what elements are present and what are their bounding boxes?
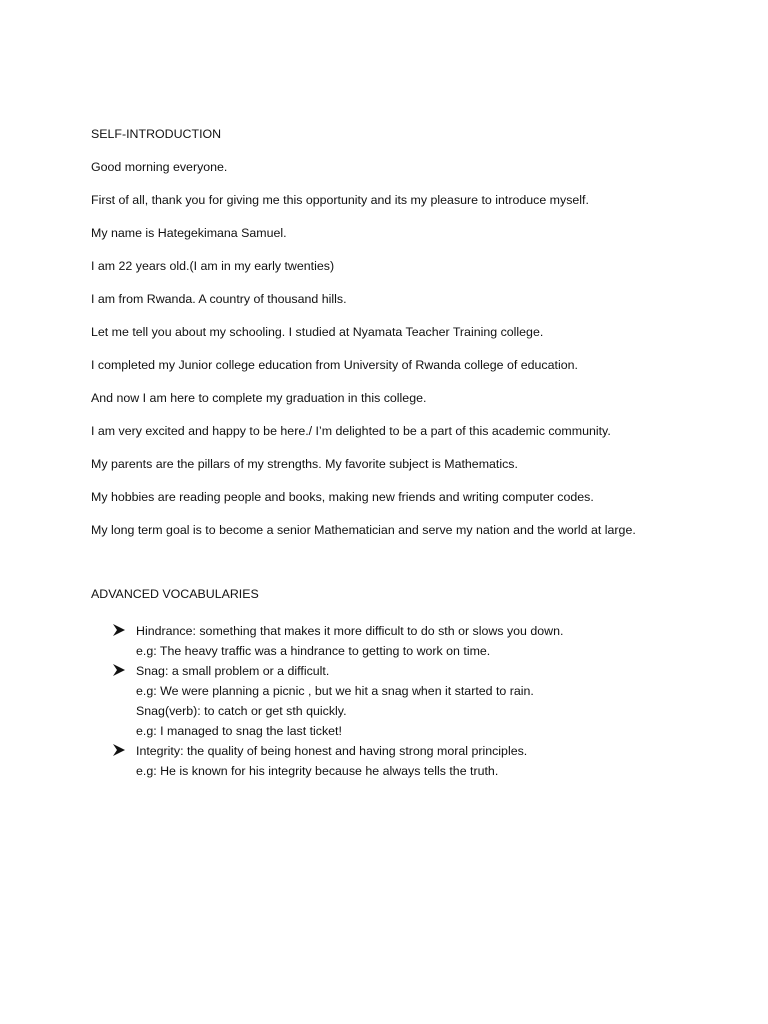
paragraph-age: I am 22 years old.(I am in my early twenties) <box>91 259 335 273</box>
paragraph-parents: My parents are the pillars of my strengths. My favorite subject is Mathematics. <box>91 457 518 471</box>
vocab-term-snag-verb: Snag(verb): to catch or get sth quickly. <box>136 704 347 718</box>
paragraph-origin: I am from Rwanda. A country of thousand hills. <box>91 292 347 306</box>
vocab-example: e.g: The heavy traffic was a hindrance to getting to work on time. <box>136 644 491 658</box>
vocab-term-integrity: Integrity: the quality of being honest and having strong moral principles. <box>136 744 528 758</box>
advanced-vocabularies-section <box>91 586 741 781</box>
self-introduction-section <box>91 126 741 555</box>
paragraph-schooling: Let me tell you about my schooling. I studied at Nyamata Teacher Training college. <box>91 325 544 339</box>
vocab-example: e.g: We were planning a picnic , but we hit a snag when it started to rain. <box>136 684 534 698</box>
paragraph-name: My name is Hategekimana Samuel. <box>91 226 287 240</box>
section-heading-self-introduction: SELF-INTRODUCTION <box>91 127 222 141</box>
list-item <box>91 661 741 741</box>
paragraph-junior-college: I completed my Junior college education from University of Rwanda college of education. <box>91 358 578 372</box>
vocab-term-hindrance: Hindrance: something that makes it more difficult to do sth or slows you down. <box>136 624 564 638</box>
paragraph-thanks: First of all, thank you for giving me this opportunity and its my pleasure to introduce myself. <box>91 193 589 207</box>
vocab-example: e.g: He is known for his integrity because he always tells the truth. <box>136 764 499 778</box>
vocabulary-list <box>91 621 741 781</box>
paragraph-greeting: Good morning everyone. <box>91 160 228 174</box>
arrowhead-bullet-icon <box>112 663 126 677</box>
section-heading-advanced-vocabularies: ADVANCED VOCABULARIES <box>91 587 259 601</box>
list-item <box>91 741 741 781</box>
vocab-term-snag: Snag: a small problem or a difficult. <box>136 664 330 678</box>
paragraph-goal: My long term goal is to become a senior Mathematician and serve my nation and the world at large. <box>91 523 636 537</box>
arrowhead-bullet-icon <box>112 743 126 757</box>
arrowhead-bullet-icon <box>112 623 126 637</box>
vocab-example: e.g: I managed to snag the last ticket! <box>136 724 342 738</box>
paragraph-graduation: And now I am here to complete my graduation in this college. <box>91 391 427 405</box>
paragraph-excitement: I am very excited and happy to be here./ I’m delighted to be a part of this academic community. <box>91 424 611 438</box>
list-item <box>91 621 741 661</box>
paragraph-hobbies: My hobbies are reading people and books, making new friends and writing computer codes. <box>91 490 594 504</box>
